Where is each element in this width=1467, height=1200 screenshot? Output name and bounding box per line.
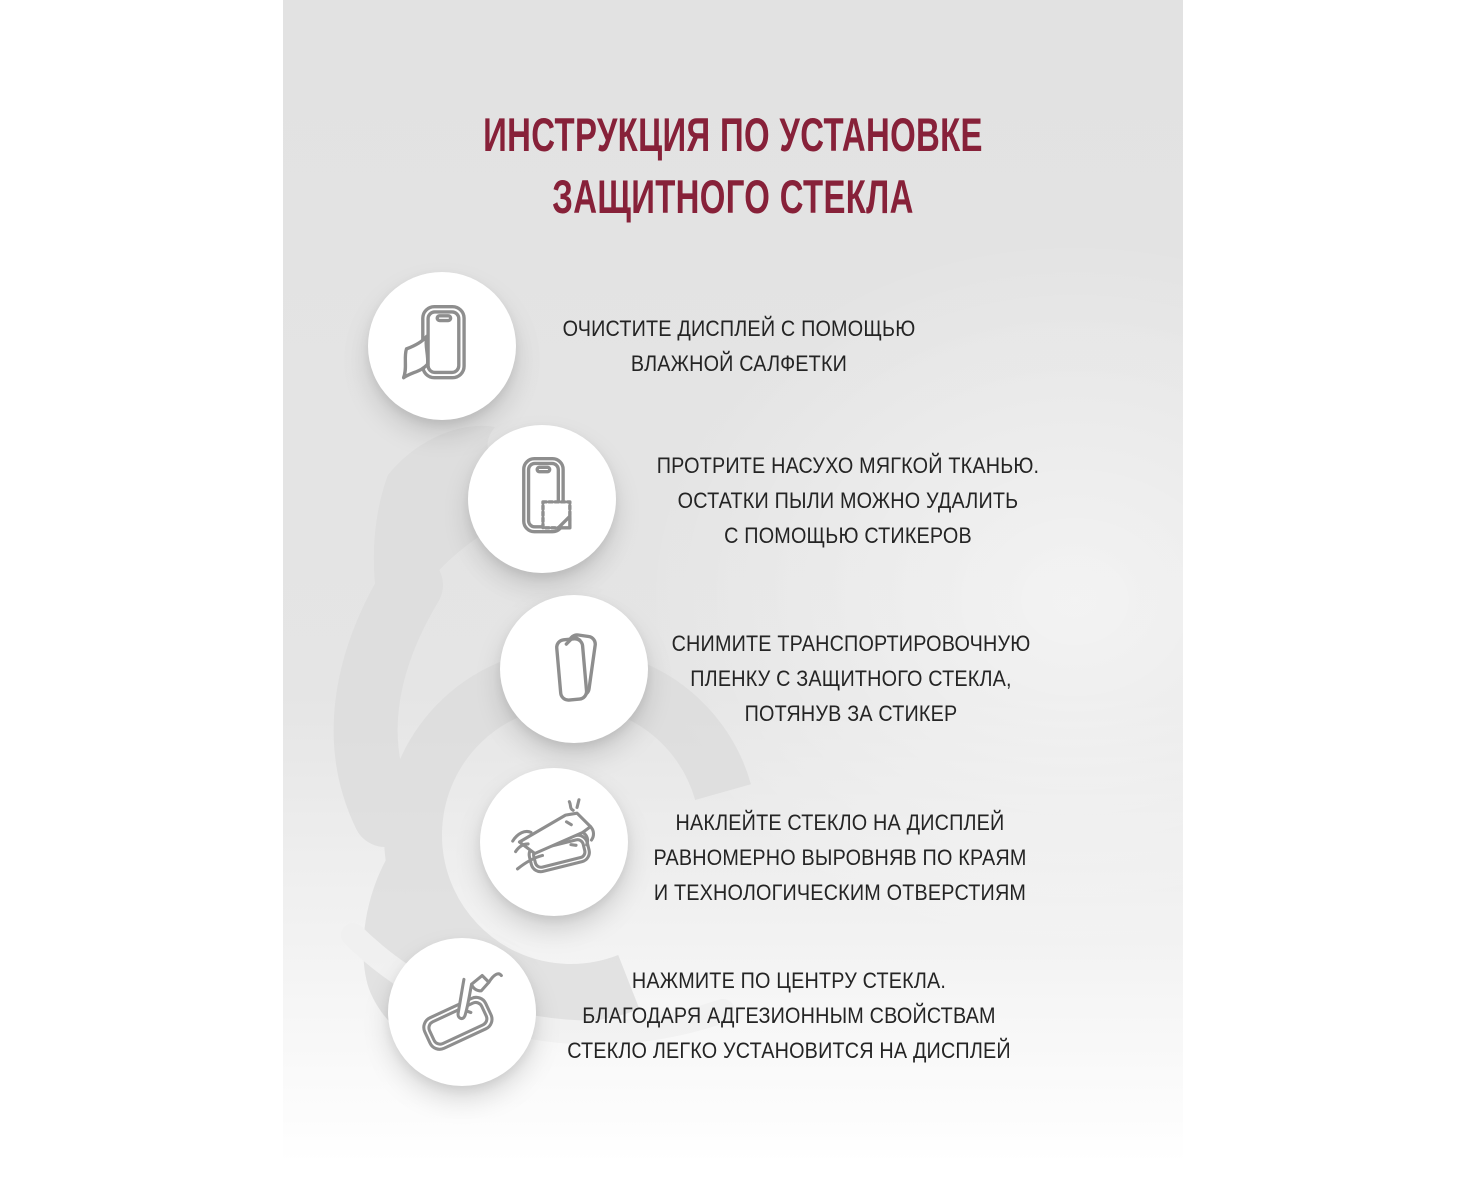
step-4-line-3: И ТЕХНОЛОГИЧЕСКИМ ОТВЕРСТИЯМ bbox=[653, 880, 1027, 905]
page-title bbox=[418, 104, 1048, 228]
film-peel-icon bbox=[526, 621, 622, 717]
step-3-line-3: ПОТЯНУВ ЗА СТИКЕР bbox=[744, 701, 958, 726]
step-4-circle bbox=[480, 768, 628, 916]
step-2-line-2: ОСТАТКИ ПЫЛИ МОЖНО УДАЛИТЬ bbox=[677, 488, 1019, 513]
step-1-circle bbox=[368, 272, 516, 420]
step-3-text bbox=[672, 626, 1031, 731]
page-title-line-1: ИНСТРУКЦИЯ ПО УСТАНОВКЕ bbox=[483, 108, 983, 161]
step-2-line-1: ПРОТРИТЕ НАСУХО МЯГКОЙ ТКАНЬЮ. bbox=[656, 453, 1040, 478]
press-center-icon bbox=[414, 964, 510, 1060]
phone-sticker-icon bbox=[494, 451, 590, 547]
step-5-line-3: СТЕКЛО ЛЕГКО УСТАНОВИТСЯ НА ДИСПЛЕЙ bbox=[567, 1038, 1011, 1063]
step-3-line-1: СНИМИТЕ ТРАНСПОРТИРОВОЧНУЮ bbox=[671, 631, 1031, 656]
step-5-line-1: НАЖМИТЕ ПО ЦЕНТРУ СТЕКЛА. bbox=[631, 968, 947, 993]
step-5-text bbox=[567, 963, 1011, 1068]
step-3-line-2: ПЛЕНКУ С ЗАЩИТНОГО СТЕКЛА, bbox=[690, 666, 1012, 691]
phone-wipe-icon bbox=[394, 298, 490, 394]
step-4-line-2: РАВНОМЕРНО ВЫРОВНЯВ ПО КРАЯМ bbox=[653, 845, 1027, 870]
page-title-line-2: ЗАЩИТНОГО СТЕКЛА bbox=[552, 170, 914, 223]
glass-align-icon bbox=[506, 794, 602, 890]
step-4-line-1: НАКЛЕЙТЕ СТЕКЛО НА ДИСПЛЕЙ bbox=[675, 810, 1005, 835]
step-1-text bbox=[563, 311, 916, 381]
step-5-circle bbox=[388, 938, 536, 1086]
step-5-line-2: БЛАГОДАРЯ АДГЕЗИОННЫМ СВОЙСТВАМ bbox=[582, 1003, 996, 1028]
step-3-circle bbox=[500, 595, 648, 743]
step-2-text bbox=[657, 448, 1039, 553]
step-2-circle bbox=[468, 425, 616, 573]
step-2-line-3: С ПОМОЩЬЮ СТИКЕРОВ bbox=[724, 523, 972, 548]
step-1-line-1: ОЧИСТИТЕ ДИСПЛЕЙ С ПОМОЩЬЮ bbox=[562, 316, 916, 341]
content-panel bbox=[283, 0, 1183, 1200]
step-1-line-2: ВЛАЖНОЙ САЛФЕТКИ bbox=[630, 351, 848, 376]
step-4-text bbox=[653, 805, 1026, 910]
